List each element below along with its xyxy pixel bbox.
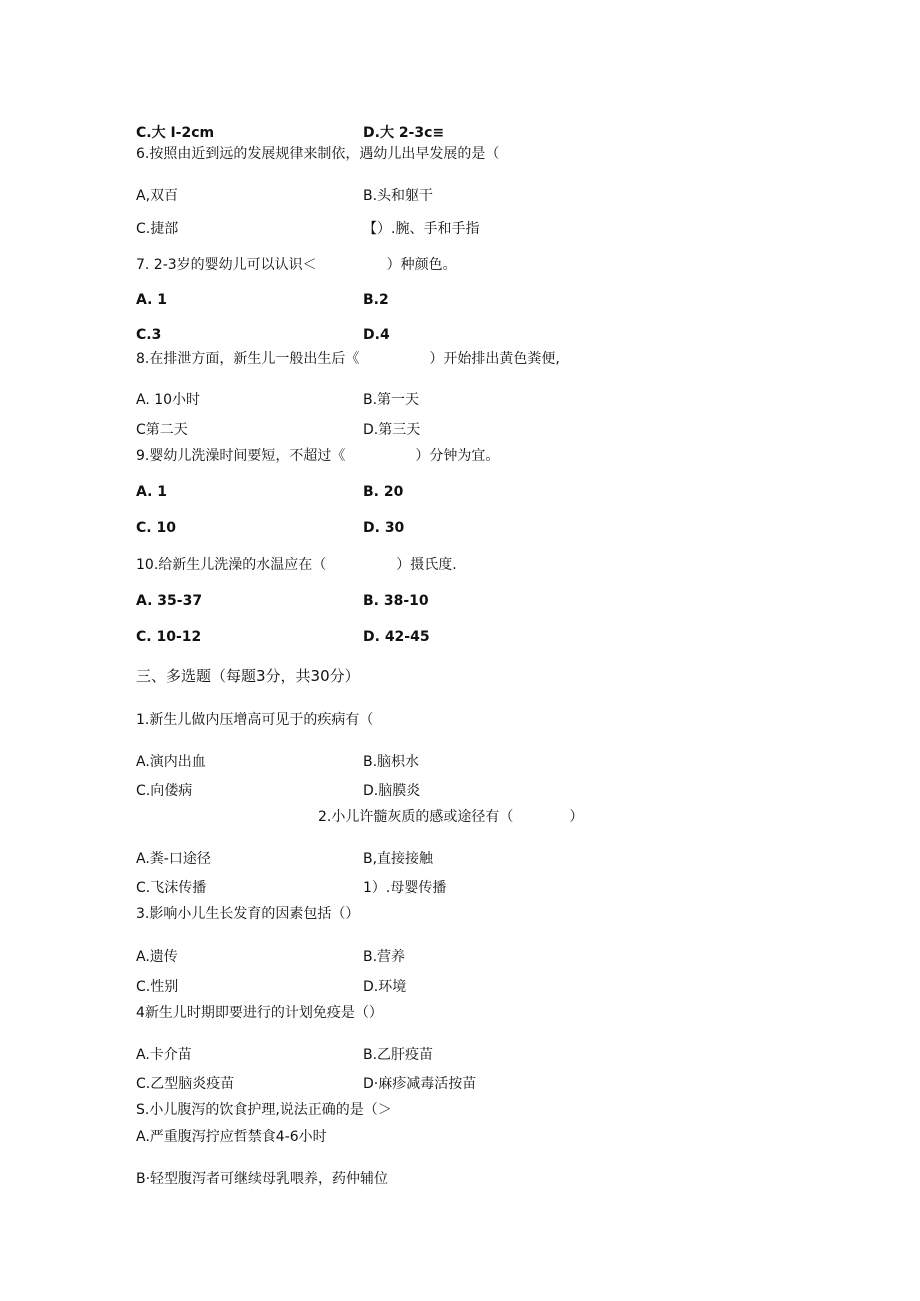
option-c: C. 10 [136, 520, 176, 536]
option-a: A.卡介苗 [136, 1047, 192, 1063]
option-d: D.4 [363, 327, 390, 343]
option-a: A. 1 [136, 292, 168, 308]
option-b: B.乙肝疫苗 [363, 1047, 434, 1063]
option-d: D.第三天 [363, 422, 421, 438]
question-4: 4新生儿时期即要进行的计划免疫是（） [136, 1005, 383, 1021]
option-c: C.3 [136, 327, 162, 343]
option-b: B.脑枳水 [363, 754, 420, 770]
question-3: 3.影响小儿生长发育的因素包括（） [136, 906, 360, 922]
option-b: B. 38-10 [363, 593, 429, 609]
option-b: B. 20 [363, 484, 404, 500]
question-9: 9.婴幼儿洗澡时间要短，不超过《 ）分钟为宜。 [136, 448, 500, 464]
section-heading: 三、多选题（每题3分，共30分） [136, 667, 360, 685]
option-c: C.性别 [136, 979, 179, 995]
option-a: A. 1 [136, 484, 168, 500]
option-a: A. 10小时 [136, 392, 201, 408]
option-a: A,双百 [136, 188, 179, 204]
option-b: B.头和躯干 [363, 188, 434, 204]
option-b: B.第一天 [363, 392, 420, 408]
option-b: B,直接接触 [363, 851, 434, 867]
option-d: D.环境 [363, 979, 407, 995]
option-a: A.严重腹泻拧应哲禁食4-6小时 [136, 1129, 327, 1145]
option-a: A.遗传 [136, 949, 178, 965]
question-7: 7. 2-3岁的婴幼儿可以认识＜ ）种颜色。 [136, 257, 457, 273]
option-b: B.2 [363, 292, 389, 308]
option-d: D.脑膜炎 [363, 783, 421, 799]
option-d: 【）.腕、手和手指 [363, 221, 480, 237]
question-2: 2.小儿许髓灰质的感或途径有（ ） [318, 809, 584, 825]
option-d: D.大 2-3c≡ [363, 125, 445, 141]
option-b: B·轻型腹泻者可继续母乳喂养，药仲辅位 [136, 1171, 389, 1187]
question-6: 6.按照由近到远的发展规律来制依，遇幼儿出早发展的是（ [136, 146, 500, 162]
option-c: C.捷部 [136, 221, 179, 237]
option-d: D. 42-45 [363, 629, 430, 645]
option-a: A. 35-37 [136, 593, 203, 609]
option-a: A.粪-口途径 [136, 851, 211, 867]
option-c: C.大 I-2cm [136, 125, 215, 141]
option-a: A.演内出血 [136, 754, 206, 770]
option-c: C. 10-12 [136, 629, 202, 645]
option-c: C.乙型脑炎疫苗 [136, 1076, 235, 1092]
option-d: 1）.母婴传播 [363, 880, 447, 896]
option-c: C第二天 [136, 422, 188, 438]
question-10: 10.给新生儿洗澡的水温应在（ ）摄氏度. [136, 557, 457, 573]
option-c: C.飞沫传播 [136, 880, 207, 896]
question-5: S.小儿腹泻的饮食护理,说法正确的是（＞ [136, 1102, 392, 1118]
option-b: B.营养 [363, 949, 406, 965]
question-1: 1.新生儿做内压增高可见于的疾病有（ [136, 712, 374, 728]
question-8: 8.在排泄方面，新生儿一般出生后《 ）开始排出黄色粪便, [136, 351, 560, 367]
option-d: D. 30 [363, 520, 405, 536]
option-c: C.向偻病 [136, 783, 193, 799]
option-d: D·麻疹减毒活按苗 [363, 1076, 477, 1092]
